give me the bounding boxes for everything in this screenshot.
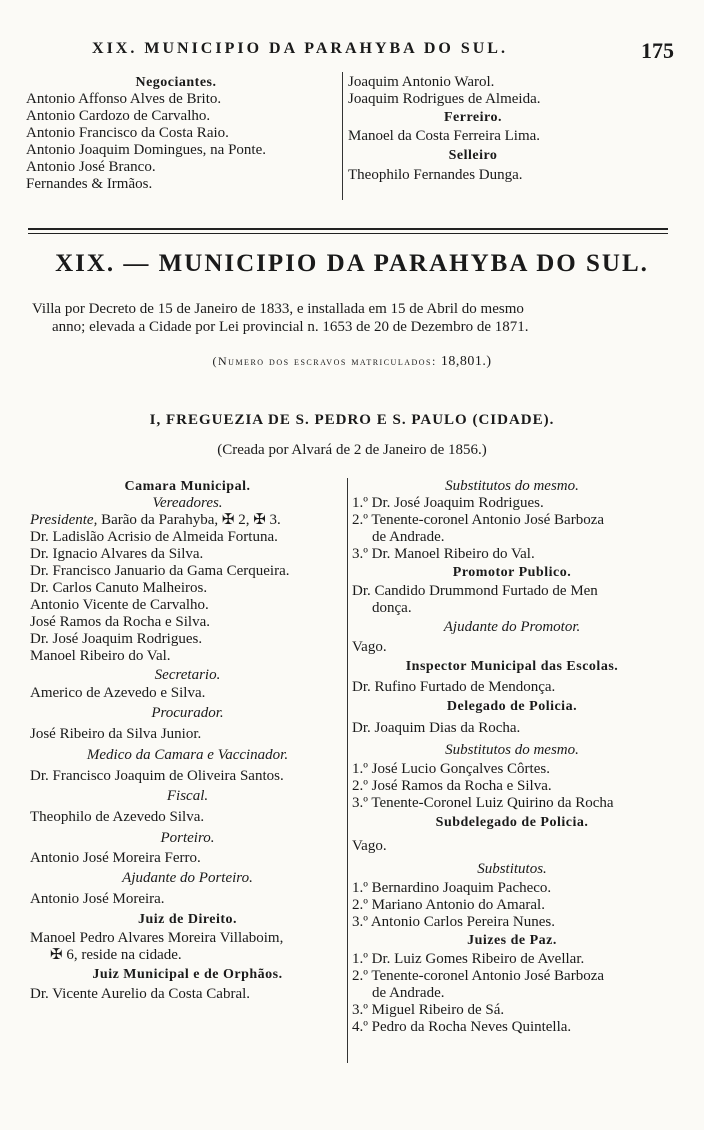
list-item: ✠ 6, reside na cidade. [50,947,182,963]
list-item: 2.º José Ramos da Rocha e Silva. [352,778,552,794]
subdelegado-heading: Subdelegado de Policia. [435,815,589,830]
secretario-label: Secretario. [154,667,221,683]
list-item: Dr. Francisco Joaquim de Oliveira Santos. [30,768,284,784]
list-item: 1.º Dr. Luiz Gomes Ribeiro de Avellar. [352,951,585,967]
list-item: Theophilo Fernandes Dunga. [348,167,523,183]
list-item: 4.º Pedro da Rocha Neves Quintella. [352,1019,572,1035]
list-item: 2.º Mariano Antonio do Amaral. [352,897,545,913]
list-item: 1.º Dr. José Joaquim Rodrigues. [352,495,544,511]
section-rule [28,233,668,234]
inspector-heading: Inspector Municipal das Escolas. [405,659,619,674]
list-item: Manoel Pedro Alvares Moreira Villaboim, [30,930,284,946]
ajudante-promotor-label: Ajudante do Promotor. [443,619,581,635]
procurador-label: Procurador. [151,705,224,721]
list-item: Vago. [352,838,387,854]
delegado-subs-label: Substitutos do mesmo. [445,742,579,758]
list-item: Dr. Francisco Januario da Gama Cerqueira. [30,563,290,579]
list-item: Americo de Azevedo e Silva. [30,685,206,701]
list-item: Dr. Joaquim Dias da Rocha. [352,720,521,736]
fiscal-label: Fiscal. [166,788,209,804]
juiz-direito-heading: Juiz de Direito. [137,912,238,927]
vereadores-label: Vereadores. [152,495,223,511]
promotor-heading: Promotor Publico. [452,565,572,580]
right-column [352,478,672,1036]
negociantes-heading: Negociantes. [135,75,217,90]
list-item: Antonio Joaquim Domingues, na Ponte. [26,142,266,158]
camara-heading: Camara Municipal. [124,479,251,494]
list-item: Dr. Ladislão Acrisio de Almeida Fortuna. [30,529,278,545]
porteiro-label: Porteiro. [160,830,215,846]
list-item: de Andrade. [372,529,445,545]
parish-heading: I, FREGUEZIA DE S. PEDRO E S. PAULO (CIDADE). [149,412,555,428]
list-item: Antonio José Branco. [26,159,156,175]
list-item: Joaquim Rodrigues de Almeida. [348,91,541,107]
list-item: Dr. Ignacio Alvares da Silva. [30,546,204,562]
list-item: 2.º Tenente-coronel Antonio José Barboza [352,968,605,984]
slave-count-value: 18,801.) [440,354,492,369]
list-item: Joaquim Antonio Warol. [348,74,495,90]
running-head: XIX. MUNICIPIO DA PARAHYBA DO SUL. [92,40,508,57]
list-item: Dr. Vicente Aurelio da Costa Cabral. [30,986,251,1002]
list-item: Antonio José Moreira Ferro. [30,850,201,866]
list-item: Manoel da Costa Ferreira Lima. [348,128,541,144]
top-right-column [348,74,598,184]
column-divider [347,478,348,1063]
list-item: 3.º Antonio Carlos Pereira Nunes. [352,914,555,930]
list-item: Antonio Francisco da Costa Raio. [26,125,229,141]
section-rule [28,228,668,230]
list-item: donça. [372,600,412,616]
selleiro-heading: Selleiro [448,148,498,163]
list-item: Antonio Vicente de Carvalho. [30,597,209,613]
medico-label: Medico da Camara e Vaccinador. [86,747,289,763]
list-item: 1.º Bernardino Joaquim Pacheco. [352,880,552,896]
left-column [30,478,345,1003]
list-item: de Andrade. [372,985,445,1001]
ajudante-porteiro-label: Ajudante do Porteiro. [122,870,253,886]
substitutos-label: Substitutos do mesmo. [445,478,579,494]
list-item: Dr. Candido Drummond Furtado de Men [352,583,598,599]
list-item: Fernandes & Irmãos. [26,176,153,192]
page-number: 175 [641,38,674,63]
list-item: 3.º Dr. Manoel Ribeiro do Val. [352,546,535,562]
list-item: Dr. Carlos Canuto Malheiros. [30,580,208,596]
parish-created: (Creada por Alvará de 2 de Janeiro de 1856.) [217,442,487,458]
section-title: XIX. — MUNICIPIO DA PARAHYBA DO SUL. [55,250,649,277]
delegado-heading: Delegado de Policia. [446,699,578,714]
presidente-text: Barão da Parahyba, ✠ 2, ✠ 3. [101,512,281,528]
list-item: José Ramos da Rocha e Silva. [30,614,210,630]
list-item: Antonio José Moreira. [30,891,165,907]
juizes-paz-heading: Juizes de Paz. [467,933,557,948]
list-item: Dr. Rufino Furtado de Mendonça. [352,679,556,695]
ferreiro-heading: Ferreiro. [443,110,502,125]
list-item: Antonio Affonso Alves de Brito. [26,91,222,107]
list-item: 2.º Tenente-coronel Antonio José Barboza [352,512,605,528]
top-left-column [26,74,326,193]
column-divider [342,72,343,200]
slave-count [0,354,704,370]
list-item: Manoel Ribeiro do Val. [30,648,171,664]
presidente-line [30,512,345,529]
list-item: Theophilo de Azevedo Silva. [30,809,205,825]
intro-line: Villa por Decreto de 15 de Janeiro de 1833, e installada em 15 de Abril do mesmo [32,301,524,317]
subdelegado-subs-label: Substitutos. [477,861,547,877]
list-item: José Ribeiro da Silva Junior. [30,726,202,742]
list-item: 3.º Miguel Ribeiro de Sá. [352,1002,505,1018]
intro-paragraph [32,300,668,336]
list-item: Vago. [352,639,387,655]
juiz-municipal-heading: Juiz Municipal e de Orphãos. [92,967,283,982]
presidente-label: Presidente, [30,512,98,528]
list-item: 3.º Tenente-Coronel Luiz Quirino da Rocha [352,795,614,811]
list-item: 1.º José Lucio Gonçalves Côrtes. [352,761,550,777]
list-item: Antonio Cardozo de Carvalho. [26,108,211,124]
slave-count-label: (Numero dos escravos matriculados: [212,354,437,368]
list-item: Dr. José Joaquim Rodrigues. [30,631,203,647]
intro-line: anno; elevada a Cidade por Lei provincial n. 1653 de 20 de Dezembro de 1871. [52,319,529,335]
